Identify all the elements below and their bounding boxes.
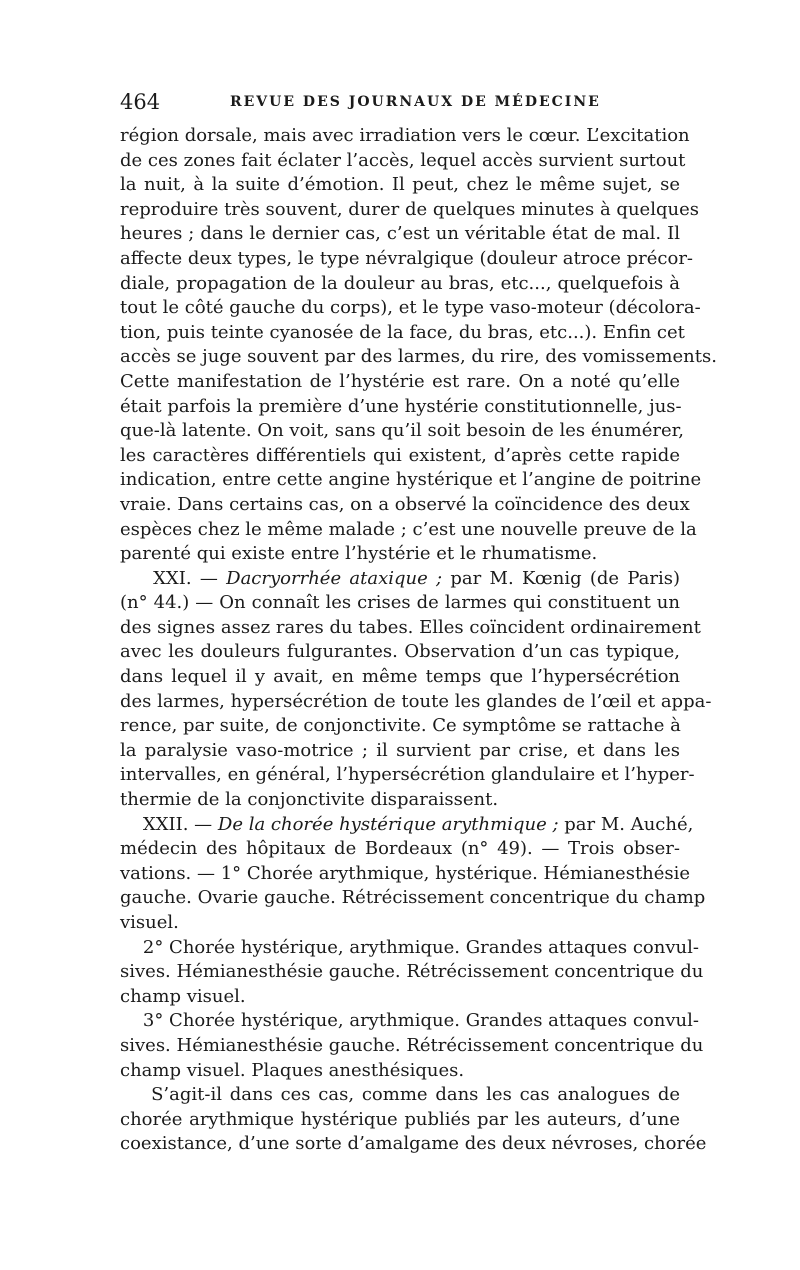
text-line: coexistance, d’une sorte d’amalgame des deux névroses, chorée [120,1133,707,1155]
text-line: sives. Hémianesthésie gauche. Rétrécissement concentrique du [120,961,704,983]
text-line: gauche. Ovarie gauche. Rétrécissement concentrique du champ [120,887,706,909]
text-line: affecte deux types, le type névralgique (douleur atroce précor- [120,247,694,269]
text-line: médecin des hôpitaux de Bordeaux (n° 49). — Trois obser- [120,838,680,860]
text-line: champ visuel. [120,985,246,1007]
text-line: thermie de la conjonctivite disparaissent. [120,789,499,811]
text-line: champ visuel. Plaques anesthésiques. [120,1059,465,1081]
text-line: vations. — 1° Chorée arythmique, hystérique. Hémianesthésie [120,862,691,884]
text-line: sives. Hémianesthésie gauche. Rétrécissement concentrique du [120,1034,704,1056]
text-line: région dorsale, mais avec irradiation vers le cœur. L’excitation [120,125,690,146]
page-header [120,90,680,116]
text-line: la paralysie vaso-motrice ; il survient par crise, et dans les [120,739,680,761]
text-line: S’agit-il dans ces cas, comme dans les cas analogues de [120,1084,680,1106]
text-line: dans lequel il y avait, en même temps que l’hypersécrétion [120,666,680,688]
text-line: heures ; dans le dernier cas, c’est un véritable état de mal. Il [120,223,680,245]
text-line: la nuit, à la suite d’émotion. Il peut, chez le même sujet, se [120,174,680,196]
text-line: tion, puis teinte cyanosée de la face, du bras, etc...). Enfin cet [120,321,685,343]
text-line: 2° Chorée hystérique, arythmique. Grandes attaques convul- [120,936,699,958]
text-line: que-là latente. On voit, sans qu’il soit besoin de les énumérer, [120,420,684,442]
text-line: espèces chez le même malade ; c’est une nouvelle preuve de la [120,518,697,540]
text-line: (n° 44.) — On connaît les crises de larmes qui constituent un [120,592,680,614]
text-line: diale, propagation de la douleur au bras, etc..., quelquefois à [120,272,680,294]
text-line: reproduire très souvent, durer de quelques minutes à quelques [120,198,699,220]
text-line: avec les douleurs fulgurantes. Observation d’un cas typique, [120,641,680,663]
text-line: de ces zones fait éclater l’accès, lequel accès survient surtout [120,149,686,171]
text-line: était parfois la première d’une hystérie constitutionnelle, jus- [120,395,682,417]
text-line: accès se juge souvent par des larmes, du rire, des vomissements. [120,346,717,368]
text-line: vraie. Dans certains cas, on a observé la coïncidence des deux [120,493,690,515]
text-line: des larmes, hypersécrétion de toute les glandes de l’œil et appa- [120,690,712,712]
text-line: intervalles, en général, l’hypersécrétion glandulaire et l’hyper- [120,764,695,786]
text-line: XXI. — Dacryorrhée ataxique ; par M. Kœnig (de Paris) [120,567,681,589]
body-text [120,124,717,1157]
text-line: les caractères différentiels qui existent, d’après cette rapide [120,444,680,466]
text-line: des signes assez rares du tabes. Elles coïncident ordinairement [120,616,701,638]
running-head: REVUE DES JOURNAUX DE MÉDECINE [230,94,601,110]
text-line: 3° Chorée hystérique, arythmique. Grandes attaques convul- [120,1010,699,1032]
text-line: Cette manifestation de l’hystérie est rare. On a noté qu’elle [120,370,680,392]
text-line: XXII. — De la chorée hystérique arythmique ; par M. Auché, [120,813,694,835]
text-line: indication, entre cette angine hystérique et l’angine de poitrine [120,469,702,491]
text-line: visuel. [120,912,179,933]
page-number: 464 [120,90,161,114]
text-line: parenté qui existe entre l’hystérie et le rhumatisme. [120,543,598,565]
text-line: tout le côté gauche du corps), et le type vaso-moteur (décolora- [120,297,701,319]
text-line: rence, par suite, de conjonctivite. Ce symptôme se rattache à [120,715,681,737]
text-line: chorée arythmique hystérique publiés par les auteurs, d’une [120,1108,680,1130]
